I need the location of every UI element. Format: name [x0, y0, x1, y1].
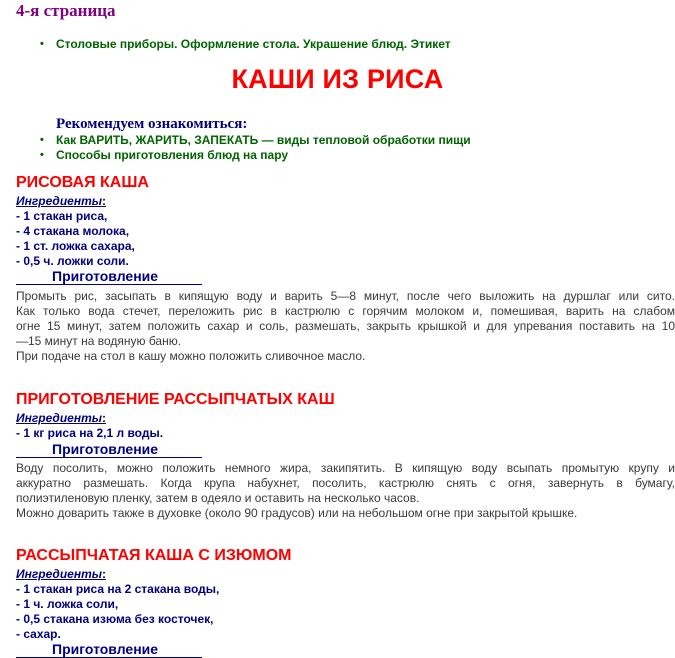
ingredients-label-text: Ингредиенты [16, 567, 103, 581]
text-line: Как только вода стечет, переложить рис в кастрюлю с горячим молоком и, помешивая, варить на слабом [16, 304, 675, 318]
top-link-list [40, 37, 451, 52]
ingredients-list [16, 426, 163, 441]
ingredient-item: - 0,5 ч. ложки соли. [16, 254, 129, 268]
ingredient-item: - 1 кг риса на 2,1 л воды. [16, 426, 164, 440]
ingredient-item: - 1 стакан риса, [16, 209, 108, 223]
ingredients-label-text: Ингредиенты [16, 411, 103, 425]
text-line: аккуратно размешать. Когда крупа набухнет, посолить, кастрюлю снять с огня, завернуть в бумагу, [16, 476, 675, 490]
ingredients-colon: : [102, 567, 107, 581]
text-line: При подаче на стол в кашу можно положить сливочное масло. [16, 349, 366, 363]
text-line: Воду посолить, можно положить немного жира, закипятить. В кипящую воду всыпать промытую крупу и [16, 461, 675, 475]
main-title: КАШИ ИЗ РИСА [231, 64, 444, 94]
preparation-heading: Приготовление [16, 269, 202, 285]
ingredients-label [16, 194, 106, 208]
preparation-text [16, 289, 675, 364]
ingredients-label-text: Ингредиенты [16, 194, 103, 208]
recipe-title: РИСОВАЯ КАША [16, 174, 149, 191]
ingredient-item: - 0,5 стакана изюма без косточек, [16, 612, 214, 626]
recipe-title: РАССЫПЧАТАЯ КАША С ИЗЮМОМ [16, 547, 292, 564]
preparation-heading: Приготовление [16, 442, 202, 458]
text-line: Промыть рис, засыпать в кипящую воду и варить 5—8 минут, после чего выложить на дуршлаг или сито. [16, 289, 675, 303]
ingredients-list [16, 209, 135, 269]
link-tableware[interactable]: • Столовые приборы. Оформление стола. Украшение блюд. Этикет [40, 37, 451, 52]
text-line: —15 минут на водяную баню. [16, 334, 182, 348]
text-line: Можно доварить также в духовке (около 90 градусов) или на небольшом огне при закрытой крышке. [16, 506, 578, 520]
recommend-list [40, 133, 471, 163]
ingredients-list [16, 582, 219, 642]
link-cooking-methods[interactable]: • Как ВАРИТЬ, ЖАРИТЬ, ЗАПЕКАТЬ — виды тепловой обработки пищи [40, 133, 471, 148]
ingredients-label [16, 567, 106, 581]
recommend-heading: Рекомендуем ознакомиться: [56, 116, 248, 132]
link-steam-cooking[interactable]: • Способы приготовления блюд на пару [40, 148, 471, 163]
recipe-title: ПРИГОТОВЛЕНИЕ РАССЫПЧАТЫХ КАШ [16, 391, 335, 408]
text-line: полиэтиленовую пленку, затем в одеяло и оставить на несколько часов. [16, 491, 420, 505]
ingredient-item: - 1 ч. ложка соли, [16, 597, 119, 611]
page-heading: 4-я страница [16, 1, 116, 20]
ingredients-colon: : [102, 194, 107, 208]
ingredient-item: - 4 стакана молока, [16, 224, 130, 238]
preparation-text [16, 461, 675, 521]
preparation-heading: Приготовление [16, 642, 202, 658]
ingredients-label [16, 411, 106, 425]
ingredients-colon: : [102, 411, 107, 425]
text-line: огне 15 минут, затем положить сахар и соль, размешать, закрыть крышкой и для упревания поставить на 10 [16, 319, 675, 333]
ingredient-item: - 1 стакан риса на 2 стакана воды, [16, 582, 220, 596]
ingredient-item: - сахар. [16, 627, 61, 641]
ingredient-item: - 1 ст. ложка сахара, [16, 239, 135, 253]
